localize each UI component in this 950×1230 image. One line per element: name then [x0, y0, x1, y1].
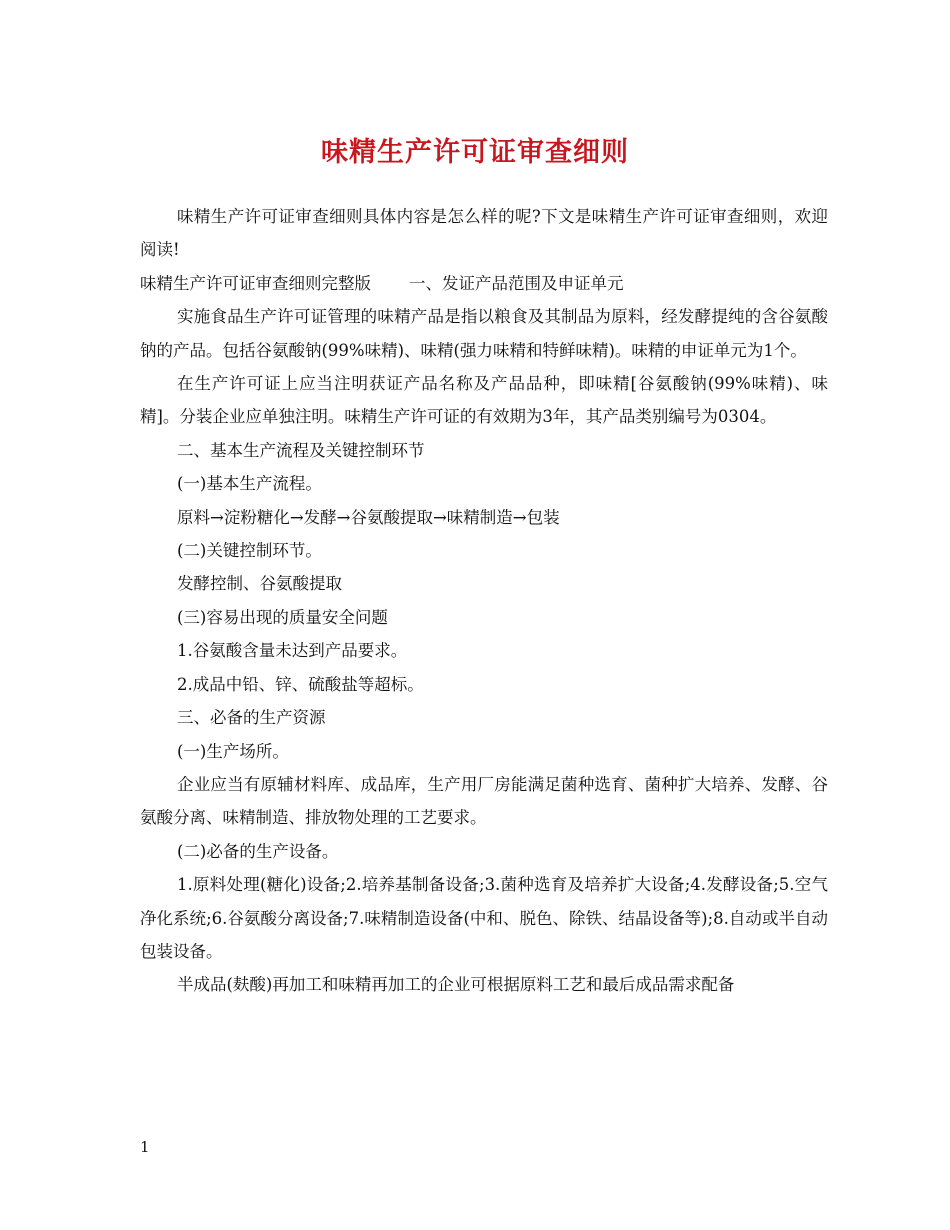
subheading-equipment: (二)必备的生产设备。	[177, 841, 339, 861]
section-heading-2: 二、基本生产流程及关键控制环节	[177, 440, 425, 460]
subheading-quality-issues: (三)容易出现的质量安全问题	[177, 607, 388, 627]
subtitle-left: 味精生产许可证审查细则完整版	[140, 273, 371, 293]
page-number: 1	[140, 1138, 150, 1156]
section-heading-3: 三、必备的生产资源	[177, 708, 326, 728]
quality-issue-1: 1.谷氨酸含量未达到产品要求。	[177, 641, 408, 661]
key-control-items: 发酵控制、谷氨酸提取	[177, 574, 342, 594]
subheading-site: (一)生产场所。	[177, 741, 289, 761]
paragraph-equipment: 1.原料处理(糖化)设备;2.培养基制备设备;3.菌种选育及培养扩大设备;4.发酵设备;5.空气净化系统;6.谷氨酸分离设备;7.味精制造设备(中和、脱色、除铁、结晶设备等);8.自动或半自动包装设备。	[140, 875, 828, 961]
paragraph-reprocessing: 半成品(麸酸)再加工和味精再加工的企业可根据原料工艺和最后成品需求配备	[177, 975, 735, 995]
page-title: 味精生产许可证审查细则	[321, 137, 629, 168]
process-flow: 原料→淀粉糖化→发酵→谷氨酸提取→味精制造→包装	[177, 507, 560, 527]
subheading-process: (一)基本生产流程。	[177, 474, 322, 494]
quality-issue-2: 2.成品中铅、锌、硫酸盐等超标。	[177, 674, 424, 694]
paragraph-site: 企业应当有原辅材料库、成品库，生产用厂房能满足菌种选育、菌种扩大培养、发酵、谷氨酸分离、味精制造、排放物处理的工艺要求。	[140, 774, 828, 828]
subtitle-line	[140, 267, 828, 300]
section-heading-1: 一、发证产品范围及申证单元	[409, 273, 624, 293]
paragraph-scope: 实施食品生产许可证管理的味精产品是指以粮食及其制品为原料，经发酵提纯的含谷氨酸钠的产品。包括谷氨酸钠(99%味精)、味精(强力味精和特鲜味精)。味精的申证单元为1个。	[140, 307, 828, 360]
intro-paragraph: 味精生产许可证审查细则具体内容是怎么样的呢?下文是味精生产许可证审查细则，欢迎阅读!	[140, 207, 828, 260]
paragraph-license-note: 在生产许可证上应当注明获证产品名称及产品品种，即味精[谷氨酸钠(99%味精)、味精]。分装企业应单独注明。味精生产许可证的有效期为3年，其产品类别编号为0304。	[140, 374, 828, 427]
subtitle-gap	[371, 267, 409, 300]
document-body	[140, 200, 828, 1002]
subheading-key-control: (二)关键控制环节。	[177, 541, 322, 561]
